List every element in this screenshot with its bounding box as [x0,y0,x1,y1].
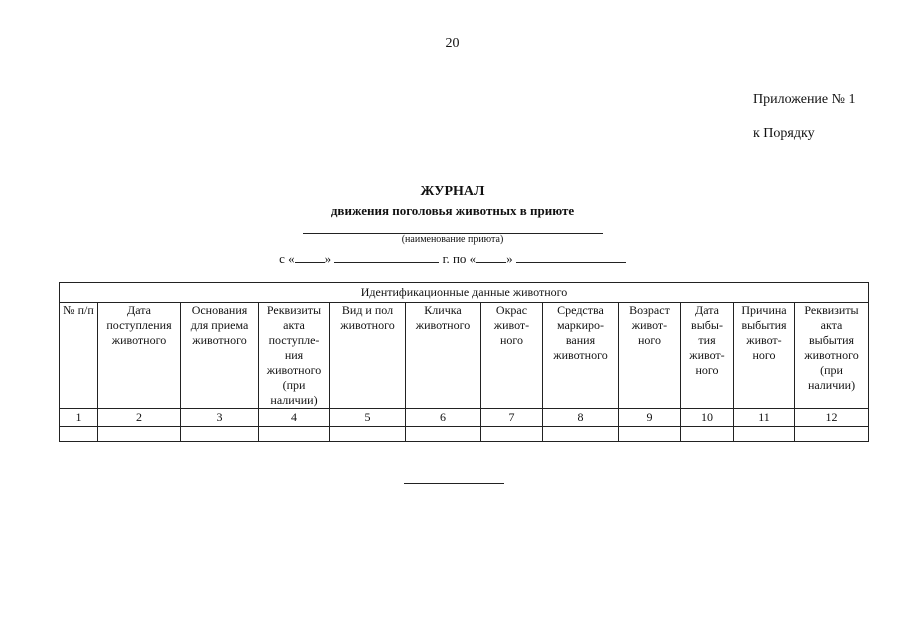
col-header-8: Средства маркиро-вания животного [543,303,619,409]
empty-cell [619,427,681,442]
appendix-reference: к Порядку [753,126,815,141]
col-header-10: Дата выбы-тия живот-ного [681,303,734,409]
col-header-2: Дата поступления животного [98,303,181,409]
appendix-label: Приложение № 1 [753,92,856,107]
empty-cell [734,427,795,442]
period-to-day-blank [476,250,506,263]
col-header-4: Реквизиты акта поступле-ния животного (при наличии) [259,303,330,409]
period-to-quote-close: » [506,251,513,266]
col-number-10: 10 [681,409,734,427]
document-subtitle: движения поголовья животных в приюте [330,203,575,218]
column-number-row [60,409,869,427]
empty-data-row [60,427,869,442]
period-from-prefix: с « [279,251,295,266]
period-from-month-blank [334,250,439,263]
col-number-5: 5 [330,409,406,427]
empty-cell [259,427,330,442]
empty-cell [406,427,481,442]
period-to-month-blank [516,250,626,263]
empty-cell [181,427,259,442]
document-title: ЖУРНАЛ [420,184,485,199]
period-line [0,250,905,267]
col-number-2: 2 [98,409,181,427]
col-header-1: № п/п [60,303,98,409]
col-number-7: 7 [481,409,543,427]
col-header-11: Причина выбытия живот-ного [734,303,795,409]
column-header-row [60,303,869,409]
col-number-6: 6 [406,409,481,427]
col-header-7: Окрас живот-ного [481,303,543,409]
empty-cell [60,427,98,442]
col-number-1: 1 [60,409,98,427]
col-number-12: 12 [795,409,869,427]
group-header: Идентификационные данные животного [60,283,869,303]
footer-separator-line [404,483,504,484]
period-from-day-blank [295,250,325,263]
col-number-4: 4 [259,409,330,427]
col-header-5: Вид и пол животного [330,303,406,409]
col-header-12: Реквизиты акта выбытия животного (при наличии) [795,303,869,409]
journal-table [59,282,869,442]
col-number-11: 11 [734,409,795,427]
col-number-3: 3 [181,409,259,427]
col-header-6: Кличка животного [406,303,481,409]
empty-cell [795,427,869,442]
page-number: 20 [445,36,460,51]
empty-cell [330,427,406,442]
period-year-and-to: г. по « [442,251,477,266]
col-number-9: 9 [619,409,681,427]
empty-cell [681,427,734,442]
empty-cell [98,427,181,442]
shelter-name-caption: (наименование приюта) [401,234,504,245]
col-header-9: Возраст живот-ного [619,303,681,409]
col-header-3: Основания для приема животного [181,303,259,409]
empty-cell [481,427,543,442]
col-number-8: 8 [543,409,619,427]
period-from-quote-close: » [324,251,332,266]
empty-cell [543,427,619,442]
